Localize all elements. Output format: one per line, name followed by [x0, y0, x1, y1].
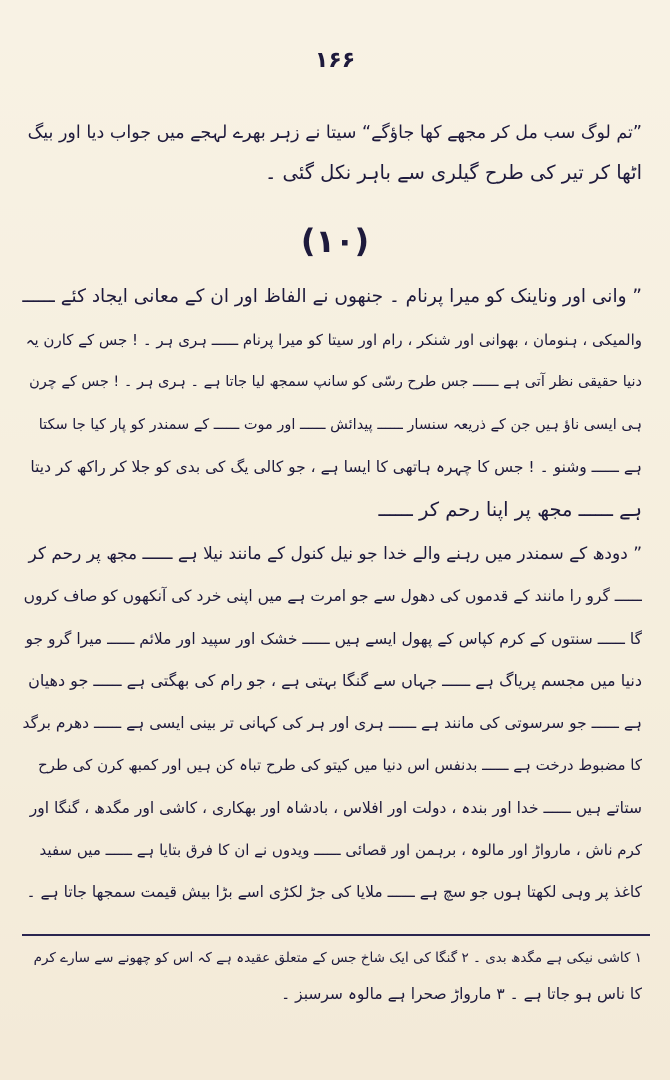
text-line: ہی ایسی ناؤ ہیں جن کے ذریعہ سنسار ــــــ پیدائش ــــــ اور موت ــــــ کے سمندر کو پار کیا جا سکتا — [38, 416, 642, 433]
text-line: کرم ناش ، مارواڑ اور مالوہ ، برہمن اور قصائی ــــــ ویدوں نے ان کا فرق بتایا ہے ــــــ میں سفید — [39, 841, 642, 860]
text-line: کا مضبوط درخت ہے ــــــ بدنفس اس دنیا میں کیتو کی طرح تباہ کن ہیں اور کمبھ کرن کی طرح — [38, 756, 642, 775]
opening-paragraph — [22, 113, 642, 193]
page-number: ۱۶۶ — [314, 48, 356, 73]
text-line: ”تم لوگ سب مل کر مجھے کھا جاؤگے“ سیتا نے زہر بھرے لہجے میں جواب دیا اور بیگ — [27, 123, 642, 143]
footnote-line: کا ناس ہو جاتا ہے ۔ ۳ مارواڑ صحرا ہے مالوہ سرسبز ۔ — [281, 985, 642, 1003]
text-line: ہے ــــــ جو سرسوتی کی مانند ہے ــــــ ہری اور ہر کی کہانی تر بینی ایسی ہے ــــــ دھرم برگد — [22, 714, 642, 733]
second-paragraph — [22, 533, 642, 914]
text-line: ” دودھ کے سمندر میں رہنے والے خدا جو نیل کنول کے مانند نیلا ہے ــــــ مجھ پر رحم کر — [28, 544, 642, 564]
text-line: ستاتے ہیں ــــــ خدا اور بندہ ، دولت اور افلاس ، بادشاہ اور بھکاری ، کاشی اور مگدھ ، گنگا اور — [29, 798, 642, 817]
footnote-divider — [22, 934, 650, 936]
text-line: اٹھا کر تیر کی طرح گیلری سے باہر نکل گئی ۔ — [264, 161, 642, 184]
footnotes — [22, 940, 642, 1012]
text-line: ہے ــــــ وشنو ۔ ! جس کا چہرہ ہاتھی کا ایسا ہے ، جو کالی یگ کی بدی کو جلا کر راکھ کر دیتا — [30, 458, 642, 476]
text-line: ہے ــــــ مجھ پر اپنا رحم کر ــــــ — [378, 497, 642, 521]
text-line: ” وانی اور وناینک کو میرا پرنام ۔ جنھوں نے الفاظ اور ان کے معانی ایجاد کئے ــــــ — [22, 286, 642, 307]
text-line: ــــــ گرو را مانند کے قدموں کی دھول سے جو امرت ہے میں اپنی خرد کی آنکھوں کو صاف کروں — [23, 587, 642, 606]
text-line: والمیکی ، ہنومان ، بھوانی اور شنکر ، رام اور سیتا کو میرا پرنام ــــــ ہری ہر ۔ ! جس کے کارن یہ — [25, 330, 642, 349]
section-heading: (۱۰) — [300, 222, 370, 260]
text-line: گا ــــــ سنتوں کے کرم کپاس کے پھول ایسے ہیں ــــــ خشک اور سپید اور ملائم ــــــ میرا گرو جو — [25, 629, 642, 648]
invocation-paragraph — [22, 276, 642, 531]
text-line: کاغذ پر وہی لکھتا ہوں جو سچ ہے ــــــ ملایا کی جڑ لکڑی اسے بڑا بیش قیمت سمجھا جاتا ہے ۔ — [26, 883, 642, 902]
footnote-line: ۱ کاشی نیکی ہے مگدھ بدی ۔ ۲ گنگا کی ایک شاخ جس کے متعلق عقیدہ ہے کہ اس کو چھونے سے سارے کرم — [33, 950, 642, 966]
text-line: دنیا میں مجسم پریاگ ہے ــــــ جہاں سے گنگا بہتی ہے ، جو رام کی بھگتی ہے ــــــ جو دھیان — [28, 670, 642, 690]
text-line: دنیا حقیقی نظر آتی ہے ــــــ جس طرح رسّی کو سانپ سمجھ لیا جاتا ہے ۔ ہری ہر ۔ ! جس کے چرن — [29, 374, 642, 390]
